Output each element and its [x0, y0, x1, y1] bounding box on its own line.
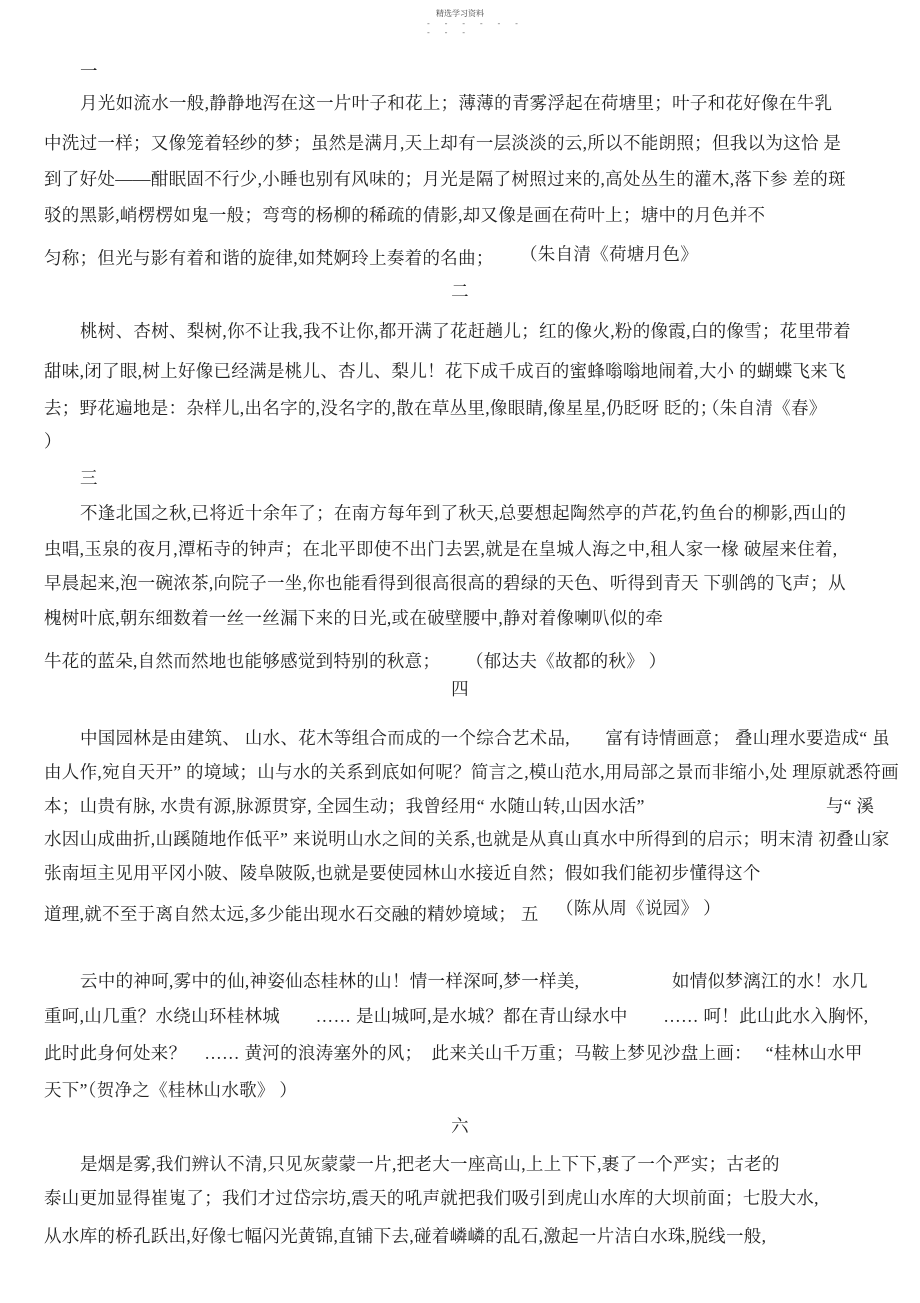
paragraph-line: 道理,就不至于离自然太远,多少能出现水石交融的精妙境域； 五 [44, 904, 539, 924]
paragraph-line: 甜味,闭了眼,树上好像已经满是桃儿、杏儿、梨儿！花下成千成百的蜜蜂嗡嗡地闹着,大小 的蝴蝶飞来飞 [44, 361, 846, 381]
paragraph-line: 如情似梦漓江的水！水几 [672, 971, 868, 991]
paragraph-line: 不逢北国之秋,已将近十余年了；在南方每年到了秋天,总要想起陶然亭的芦花,钓鱼台的柳影,西山的 [80, 503, 847, 523]
paragraph-line: 早晨起来,泡一碗浓茶,向院子一坐,你也能看得到很高很高的碧绿的天色、听得到青天 下驯鸽的飞声；从 [44, 573, 846, 593]
section-heading: 四 [451, 679, 469, 699]
paragraph-line: 匀称；但光与影有着和谐的旋律,如梵婀玲上奏着的名曲； [44, 248, 494, 268]
paragraph-line: 张南垣主见用平冈小陂、陵阜陂阪,也就是要使园林山水接近自然；假如我们能初步懂得这个 [44, 863, 761, 883]
paragraph-line: 去；野花遍地是：杂样儿,出名字的,没名字的,散在草丛里,像眼睛,像星星,仍眨呀 眨的； [44, 398, 718, 418]
citation: （朱自清《荷塘月色》 [520, 244, 698, 264]
paragraph-line: ） [44, 431, 62, 451]
paragraph-line: 本；山贵有脉, 水贵有源,脉源贯穿, 全园生动；我曾经用“ 水随山转,山因水活” [44, 796, 645, 816]
section-heading: 二 [451, 281, 469, 301]
paragraph-line: 泰山更加显得崔嵬了；我们才过岱宗坊,震天的吼声就把我们吸引到虎山水库的大坝前面；七股大水, [44, 1188, 819, 1208]
paragraph-line: 槐树叶底,朝东细数着一丝一丝漏下来的日光,或在破壁腰中,静对着像喇叭似的牵 [44, 608, 664, 628]
paragraph-line: 天下”（贺净之《桂林山水歌》 ） [44, 1080, 298, 1100]
paragraph-line: 中洗过一样；又像笼着轻纱的梦；虽然是满月,天上却有一层淡淡的云,所以不能朗照；但我以为这恰 是 [44, 133, 842, 153]
paragraph-line: 云中的神呵,雾中的仙,神姿仙态桂林的山！情一样深呵,梦一样美, [80, 971, 580, 991]
header-dashes: - - - - - - [426, 19, 523, 28]
paragraph-line: 驳的黑影,峭楞楞如鬼一般；弯弯的杨柳的稀疏的倩影,却又像是画在荷叶上；塘中的月色并不 [44, 205, 766, 225]
paragraph-line: 虫唱,玉泉的夜月,潭柘寺的钟声；在北平即使不出门去罢,就是在皇城人海之中,租人家一椽 破屋来住着, [44, 539, 838, 559]
citation: （陈从周《说园》 ） [556, 898, 721, 918]
paragraph-line: 月光如流水一般,静静地泻在这一片叶子和花上；薄薄的青雾浮起在荷塘里；叶子和花好像在牛乳 [80, 93, 833, 113]
paragraph-line: 此时此身何处来？ …… 黄河的浪涛塞外的风； 此来关山千万重；马鞍上梦见沙盘上画： “桂林山水甲 [44, 1043, 863, 1063]
paragraph-line: 是烟是雾,我们辨认不清,只见灰蒙蒙一片,把老大一座高山,上上下下,裹了一个严实；古老的 [80, 1154, 780, 1174]
paragraph-line: 从水库的桥孔跃出,好像七幅闪光黄锦,直铺下去,碰着嶙嶙的乱石,激起一片洁白水珠,脱线一般, [44, 1226, 767, 1246]
paragraph-line: 到了好处——酣眠固不行少,小睡也别有风味的；月光是隔了树照过来的,高处丛生的灌木,落下参 差的斑 [44, 169, 846, 189]
section-heading: 三 [80, 468, 98, 488]
citation: （郁达夫《故都的秋》 ） [466, 651, 667, 671]
header-dashes: - - - [426, 28, 471, 37]
paragraph-line: 牛花的蓝朵,自然而然地也能够感觉到特别的秋意； [44, 651, 441, 671]
paragraph-line: 桃树、杏树、梨树,你不让我,我不让你,都开满了花赶趟儿；红的像火,粉的像霞,白的像雪；花里带着 [80, 321, 851, 341]
header-title: 精选学习资料 [436, 9, 484, 18]
paragraph-line: 水因山成曲折,山蹊随地作低平” 来说明山水之间的关系,也就是从真山真水中所得到的启示；明末清 初叠山家 [44, 829, 890, 849]
citation: （朱自清《春》 [702, 398, 827, 418]
paragraph-line: 由人作,宛自天开” 的境域；山与水的关系到底如何呢？简言之,模山范水,用局部之景而非缩小,处 理原就悉符画 [44, 762, 899, 782]
section-heading: 六 [451, 1116, 469, 1136]
paragraph-line: 中国园林是由建筑、 山水、花木等组合而成的一个综合艺术品, 富有诗情画意； 叠山理水要造成“ 虽 [80, 728, 890, 748]
paragraph-line: 与“ 溪 [826, 796, 875, 816]
paragraph-line: 重呵,山几重？水绕山环桂林城 …… 是山城呵,是水城？都在青山绿水中 …… 呵！此山此水入胸怀, [44, 1006, 869, 1026]
section-heading: 一 [80, 61, 98, 81]
